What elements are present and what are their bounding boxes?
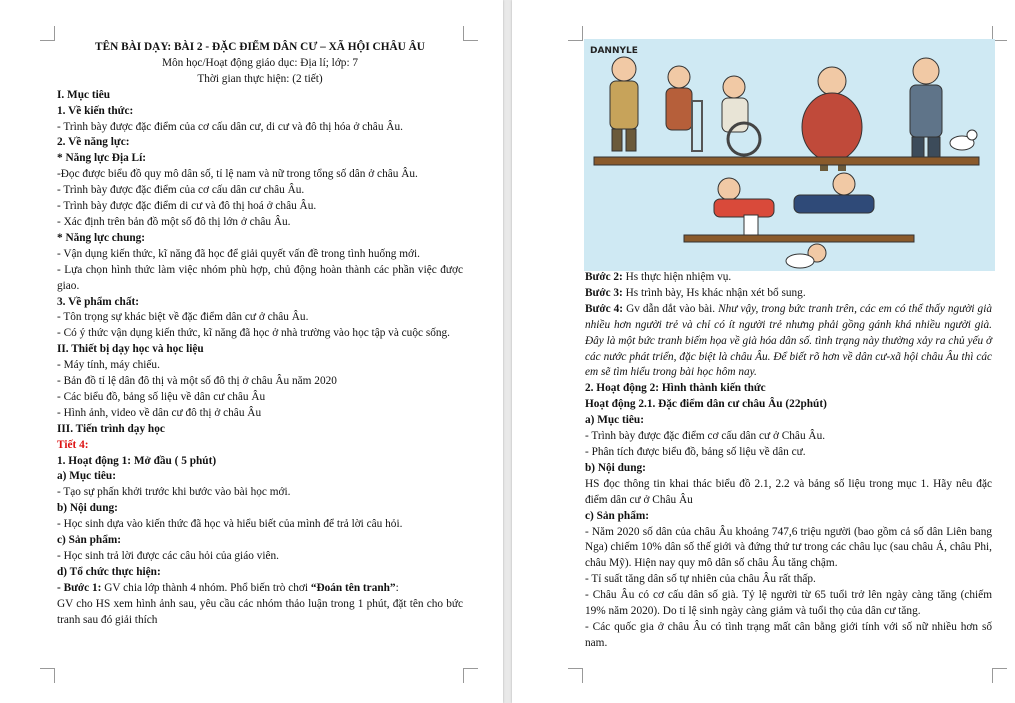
subsection-heading: c) Sản phẩm: [57,534,122,547]
crop-mark [40,668,55,683]
text-line: - Các biểu đồ, bảng số liệu về dân cư châu Âu [57,390,266,403]
text-line: - Xác định trên bản đồ một số đô thị lớn ở châu Âu. [57,215,291,228]
step-text: Hs trình bày, Hs khác nhận xét bổ sung. [622,286,806,299]
activity-heading: 2. Hoạt động 2: Hình thành kiến thức [585,382,766,395]
text-line: - Vận dụng kiến thức, kĩ năng đã học để giải quyết vấn đề trong tình huống mới. [57,247,420,260]
text-line: - Hình ảnh, video về dân cư đô thị ở châu Âu [57,406,262,419]
text-line: - Phân tích được biểu đồ, bảng số liệu về dân cư. [585,445,806,458]
duration-line: Thời gian thực hiện: (2 tiết) [197,72,323,85]
step-3-line [585,286,992,302]
crop-mark [568,26,583,41]
step-text: Hs thực hiện nhiệm vụ. [622,271,732,283]
subsection-heading: * Năng lực Địa Lí: [57,152,146,165]
text-line: - Trình bày được đặc điểm di cư và đô thị hoá ở châu Âu. [57,200,317,213]
top-plank [594,157,979,165]
text-line: - Tỉ suất tăng dân số tự nhiên của châu Âu rất thấp. [585,573,816,586]
subsection-heading: b) Nội dung: [57,502,118,515]
text-line: - Trình bày được đặc điểm của cơ cấu dân cư, di cư và đô thị hóa ở châu Âu. [57,120,403,133]
step-label: Bước 2: [585,271,623,283]
step-text: Gv dẫn dắt vào bài. [623,302,719,315]
step-text: : [395,581,399,594]
step-text: GV chia lớp thành 4 nhóm. Phổ biến trò chơi [101,581,311,594]
crop-mark [992,668,1007,683]
text-line: - Tôn trọng sự khác biệt về đặc điểm dân cư ở châu Âu. [57,311,309,324]
step-1-line [57,581,463,597]
text-line: - Học sinh trả lời được các câu hỏi của giáo viên. [57,550,279,562]
text-line: - Học sinh dựa vào kiến thức đã học và hiểu biết của mình để trả lời câu hỏi. [57,518,403,531]
section-heading: II. Thiết bị dạy học và học liệu [57,343,204,356]
subsection-heading: 3. Về phẩm chất: [57,295,140,308]
text-line: - Tạo sự phấn khởi trước khi bước vào bài học mới. [57,486,291,499]
step-2-line [585,270,992,286]
text-line: - Bản đồ tỉ lệ dân đô thị và một số đô thị ở châu Âu năm 2020 [57,375,337,388]
text-paragraph: HS đọc thông tin khai thác biểu đồ 2.1, 2.2 và bảng số liệu trong mục 1. Hãy nêu đặc điểm dân cư ở Châu Âu [585,477,992,506]
crop-mark [463,26,478,41]
section-heading: III. Tiến trình dạy học [57,422,165,435]
subsection-heading: a) Mục tiêu: [585,414,644,427]
step-4-paragraph [585,302,992,382]
document-page-left [0,0,503,703]
crop-mark [40,26,55,41]
text-line: - Trình bày được đặc điểm của cơ cấu dân cư châu Âu. [57,184,305,197]
subsection-heading: b) Nội dung: [585,461,646,474]
subsection-heading: d) Tổ chức thực hiện: [57,565,161,578]
intro-paragraph: Như vậy, trong bức tranh trên, các em có thể thấy người già nhiều hơn người trẻ và chỉ có ít người trẻ nhưng phải gồng gánh khá nhiều người già. Đây là một bức tranh biếm họa về già hóa dân số. tình trạng này thường xảy ra chủ yếu ở các nước phát triển, đặc biệt là châu Âu. Để biết rõ hơn về dân cư-xã hội châu Âu thì các em sẽ tìm hiểu trong bài học hôm nay. [585,302,992,379]
text-paragraph: - Lựa chọn hình thức làm việc nhóm phù hợp, chủ động hoàn thành các phần việc được giao. [57,263,463,292]
crop-mark [568,668,583,683]
subsection-heading: a) Mục tiêu: [57,470,116,483]
text-paragraph: - Các quốc gia ở châu Âu có tình trạng mất cân bằng giới tính với số nữ nhiều hơn số nam. [585,620,992,649]
bottom-plank [684,235,914,242]
subsection-heading: * Năng lực chung: [57,231,146,244]
activity-subheading: Hoạt động 2.1. Đặc điểm dân cư châu Âu (22phút) [585,398,827,411]
activity-heading: 1. Hoạt động 1: Mở đầu ( 5 phút) [57,454,217,467]
step-label: Bước 3: [585,286,623,299]
population-ageing-cartoon [584,39,995,271]
artist-signature: DANNYLE [590,46,638,56]
page-right-text [585,270,992,652]
section-heading: I. Mục tiêu [57,88,111,101]
text-paragraph: - Năm 2020 số dân của châu Âu khoảng 747,6 triệu người (bao gồm cả số dân Liên bang Nga) chiếm 10% dân số thế giới và đứng thứ tư trong các châu lục (sau châu Á, châu Phi, châu Mỹ). Hiện nay quy mô dân số châu Âu tăng chậm. [585,525,992,570]
lesson-period-label: Tiết 4: [57,438,89,451]
text-paragraph: - Có ý thức vận dụng kiến thức, kĩ năng đã học ở nhà trường vào học tập và cuộc sống. [57,327,450,340]
text-line: -Đọc được biểu đồ quy mô dân số, tỉ lệ nam và nữ trong tổng số dân ở châu Âu. [57,168,418,181]
text-paragraph: GV cho HS xem hình ảnh sau, yêu cầu các nhóm thảo luận trong 1 phút, đặt tên cho bức tranh sau đó giải thích [57,597,463,626]
page-left-text [57,40,463,629]
lesson-title: TÊN BÀI DẠY: BÀI 2 - ĐẶC ĐIỂM DÂN CƯ – XÃ HỘI CHÂU ÂU [95,41,425,53]
game-name: “Đoán tên tranh” [310,581,396,594]
step-label: - Bước 1: [57,581,102,594]
text-line: - Trình bày được đặc điểm cơ cấu dân cư ở Châu Âu. [585,430,826,443]
subsection-heading: 1. Về kiến thức: [57,104,134,117]
subsection-heading: c) Sản phẩm: [585,509,650,522]
step-label: Bước 4: [585,302,624,315]
subject-line: Môn học/Hoạt động giáo dục: Địa lí; lớp: 7 [161,56,359,69]
subsection-heading: 2. Về năng lực: [57,136,130,149]
crop-mark [463,668,478,683]
text-line: - Máy tính, máy chiếu. [57,359,160,372]
text-paragraph: - Châu Âu có cơ cấu dân số già. Tỷ lệ người từ 65 tuổi trở lên ngày càng tăng (chiếm 19% năm 2020). Do tỉ lệ sinh ngày càng giảm và tuổi thọ của dân cư tăng. [585,589,992,618]
